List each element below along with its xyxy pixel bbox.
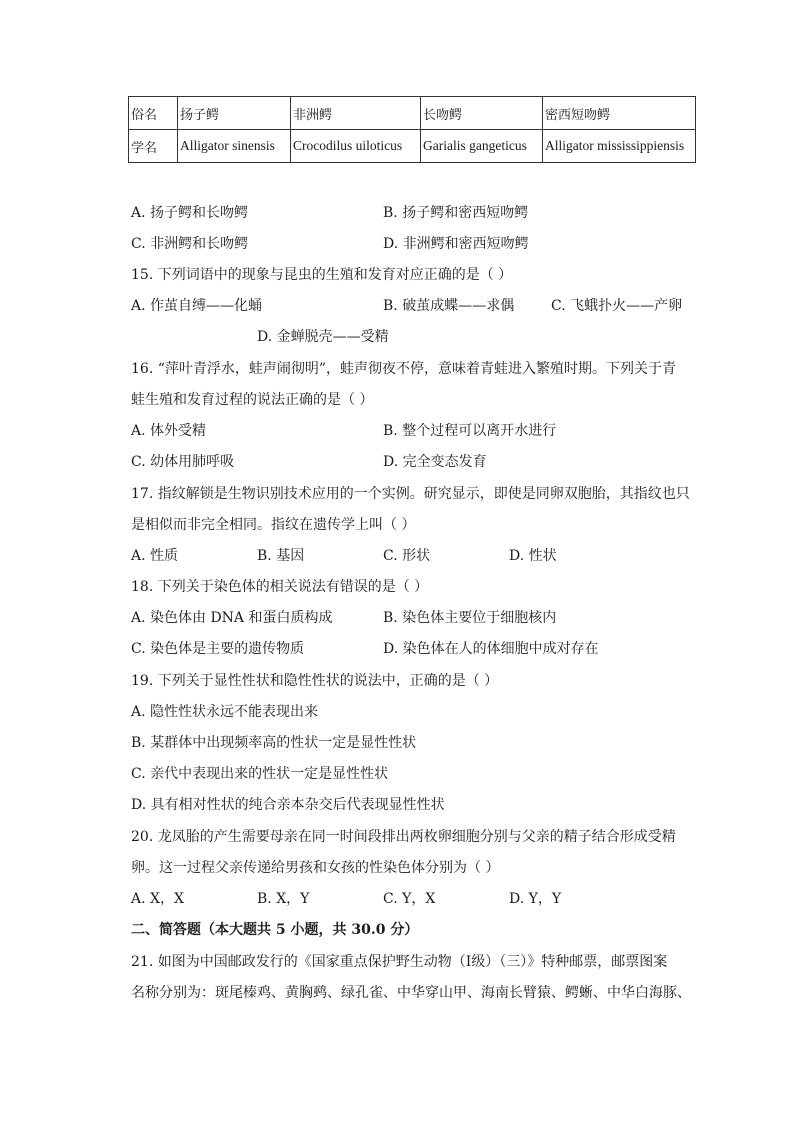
q18-option-a[interactable]: A. 染色体由 DNA 和蛋白质构成 xyxy=(131,610,333,626)
q15-option-d[interactable]: D. 金蝉脱壳——受精 xyxy=(257,329,389,345)
q16-option-a[interactable]: A. 体外受精 xyxy=(131,423,207,439)
q19-option-a[interactable]: A. 隐性性状永远不能表现出来 xyxy=(131,704,319,720)
q14-option-b[interactable]: B. 扬子鳄和密西短吻鳄 xyxy=(383,205,529,221)
q19-option-c[interactable]: C. 亲代中表现出来的性状一定是显性性状 xyxy=(131,766,389,782)
q20-option-c[interactable]: C. Y，X xyxy=(383,891,436,907)
table-cell: Alligator sinensis xyxy=(178,130,291,163)
q17-stem-line2: 是相似而非完全相同。指纹在遗传学上叫（ ） xyxy=(131,517,416,533)
q20-option-a[interactable]: A. X，X xyxy=(131,891,184,907)
q18-option-b[interactable]: B. 染色体主要位于细胞核内 xyxy=(383,610,557,626)
q17-option-a[interactable]: A. 性质 xyxy=(131,548,179,564)
q14-option-d[interactable]: D. 非洲鳄和密西短吻鳄 xyxy=(383,236,529,252)
table-cell: Garialis gangeticus xyxy=(421,130,543,163)
q16-stem-line1: 16. “萍叶青浮水，蛙声闹彻明”，蛙声彻夜不停，意味着青蛙进入繁殖时期。下列关于青 xyxy=(131,361,677,377)
q14-option-a[interactable]: A. 扬子鳄和长吻鳄 xyxy=(131,205,249,221)
table-row-scientific-name xyxy=(129,130,696,163)
table-cell: 非洲鳄 xyxy=(291,97,421,130)
section-title-short-answer: 二、简答题（本大题共 5 小题，共 30.0 分） xyxy=(131,922,419,938)
table-cell: Crocodilus uiloticus xyxy=(291,130,421,163)
crocodile-name-table xyxy=(128,96,696,163)
q17-option-d[interactable]: D. 性状 xyxy=(509,548,557,564)
q20-option-d[interactable]: D. Y，Y xyxy=(509,891,562,907)
q19-stem: 19. 下列关于显性性状和隐性性状的说法中，正确的是（ ） xyxy=(131,673,499,689)
q19-option-d[interactable]: D. 具有相对性状的纯合亲本杂交后代表现显性性状 xyxy=(131,797,445,813)
q21-stem-line2: 名称分别为：斑尾榛鸡、黄胸鹀、绿孔雀、中华穿山甲、海南长臂猿、鳄蜥、中华白海豚、 xyxy=(131,985,691,1001)
q20-stem-line2: 卵。这一过程父亲传递给男孩和女孩的性染色体分别为（ ） xyxy=(131,860,500,876)
table-row-common-name xyxy=(129,97,696,130)
table-cell: 扬子鳄 xyxy=(178,97,291,130)
q20-option-b[interactable]: B. X，Y xyxy=(257,891,310,907)
q16-option-c[interactable]: C. 幼体用肺呼吸 xyxy=(131,454,235,470)
q18-option-d[interactable]: D. 染色体在人的体细胞中成对存在 xyxy=(383,641,599,657)
q18-stem: 18. 下列关于染色体的相关说法有错误的是（ ） xyxy=(131,579,429,595)
q16-stem-line2: 蛙生殖和发育过程的说法正确的是（ ） xyxy=(131,392,374,408)
table-cell: Alligator mississippiensis xyxy=(543,130,696,163)
q18-option-c[interactable]: C. 染色体是主要的遗传物质 xyxy=(131,641,305,657)
q19-option-b[interactable]: B. 某群体中出现频率高的性状一定是显性性状 xyxy=(131,735,417,751)
table-cell: 俗名 xyxy=(129,97,178,130)
q17-stem-line1: 17. 指纹解锁是生物识别技术应用的一个实例。研究显示，即使是同卵双胞胎，其指纹也只 xyxy=(131,486,690,502)
q16-option-d[interactable]: D. 完全变态发育 xyxy=(383,454,487,470)
q15-option-c[interactable]: C. 飞蛾扑火——产卵 xyxy=(551,298,683,314)
q15-option-a[interactable]: A. 作茧自缚——化蛹 xyxy=(131,298,263,314)
q20-stem-line1: 20. 龙凤胎的产生需要母亲在同一时间段排出两枚卵细胞分别与父亲的精子结合形成受精 xyxy=(131,829,676,845)
q15-option-b[interactable]: B. 破茧成蝶——求偶 xyxy=(383,298,515,314)
q14-option-c[interactable]: C. 非洲鳄和长吻鳄 xyxy=(131,236,249,252)
q17-option-b[interactable]: B. 基因 xyxy=(257,548,305,564)
q21-stem-line1: 21. 如图为中国邮政发行的《国家重点保护野生动物（Ⅰ级）（三）》特种邮票，邮票图案 xyxy=(131,954,668,970)
table-cell: 长吻鳄 xyxy=(421,97,543,130)
table-cell: 密西短吻鳄 xyxy=(543,97,696,130)
q16-option-b[interactable]: B. 整个过程可以离开水进行 xyxy=(383,423,557,439)
table-cell: 学名 xyxy=(129,130,178,163)
q15-stem: 15. 下列词语中的现象与昆虫的生殖和发育对应正确的是（ ） xyxy=(131,267,513,283)
q17-option-c[interactable]: C. 形状 xyxy=(383,548,431,564)
